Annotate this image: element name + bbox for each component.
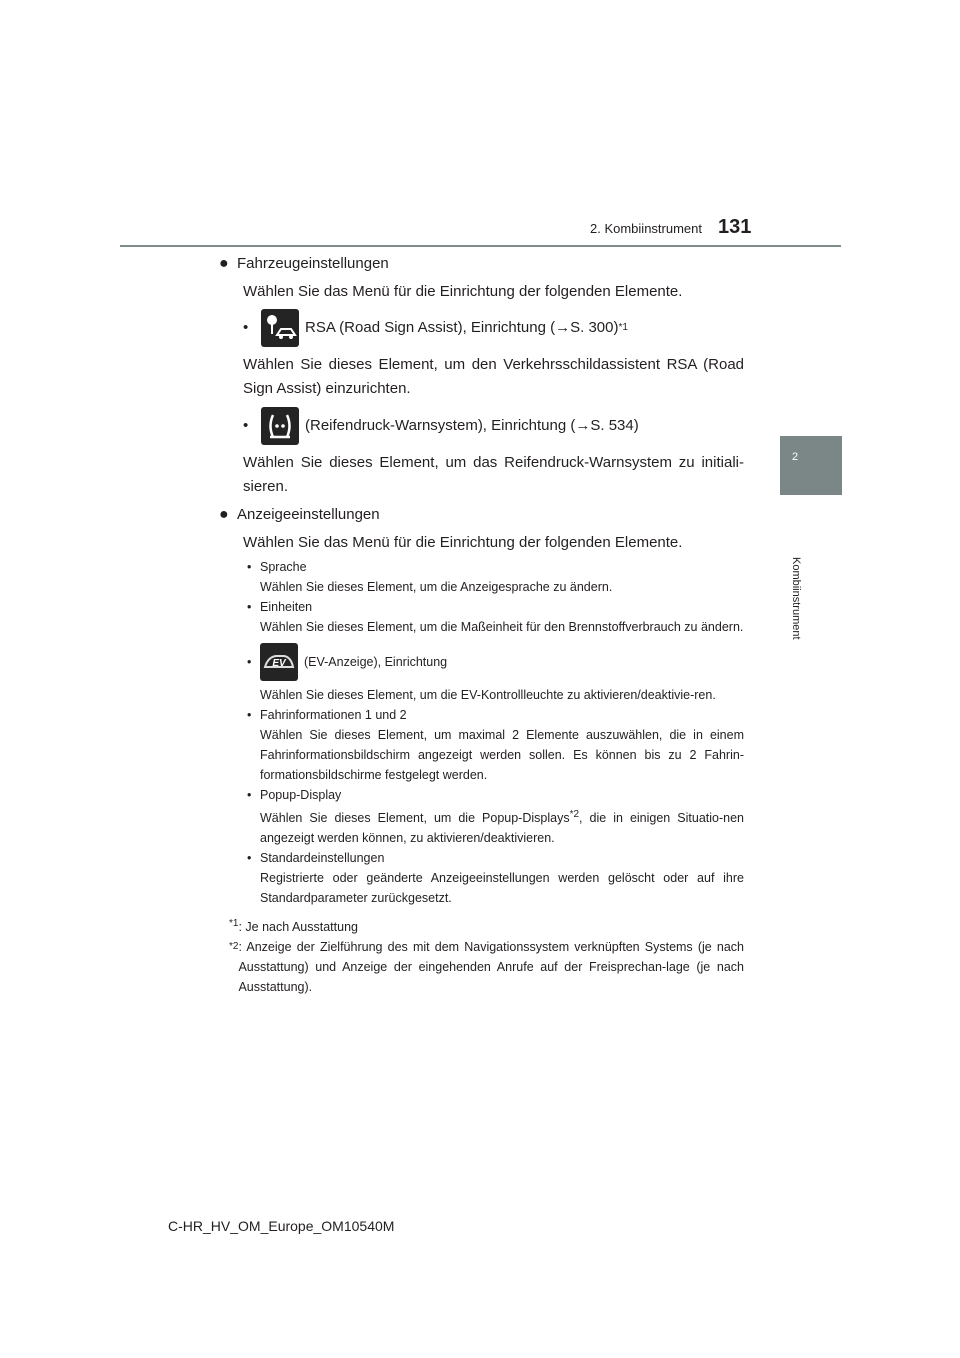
- item-title: Popup-Display: [260, 788, 342, 802]
- list-item-popup: • Popup-Display: [247, 788, 342, 802]
- item-text: (Reifendruck-Warnsystem), Einrichtung (→S. 534): [305, 417, 639, 434]
- bullet-icon: ●: [219, 506, 229, 523]
- chapter-tab: [780, 436, 842, 495]
- item-title: (EV-Anzeige), Einrichtung: [304, 655, 448, 669]
- item-text: RSA (Road Sign Assist), Einrichtung (→S. 300): [305, 319, 619, 336]
- footer-doc-id: C-HR_HV_OM_Europe_OM10540M: [168, 1218, 395, 1234]
- header-divider: [120, 245, 841, 247]
- footnote-ref: *2: [569, 809, 580, 820]
- page-number: 131: [718, 216, 752, 238]
- item-description: Wählen Sie dieses Element, um das Reifendruck-Warnsystem zu initiali-sieren.: [243, 454, 744, 495]
- header-section-title: 2. Kombiinstrument: [590, 221, 702, 236]
- list-item-ev: • EV (EV-Anzeige), Einrichtung: [247, 643, 744, 681]
- footnote-ref: *1: [618, 322, 628, 333]
- item-title: Einheiten: [260, 600, 313, 614]
- item-description: Registrierte oder geänderte Anzeigeeinstellungen werden gelöscht oder auf ihre Standardparameter zurückgesetzt.: [260, 871, 744, 906]
- chapter-side-label: Kombiinstrument: [790, 557, 802, 640]
- footnote-1: $^{*1}$: Je nach Ausstattung: [229, 918, 358, 935]
- page-content: [219, 252, 744, 997]
- list-item-tpws: • (Reifendruck-Warnsystem), Einrichtung (→S. 534): [243, 407, 744, 445]
- road-sign-assist-icon: [261, 309, 299, 347]
- list-item-defaults: • Standardeinstellungen: [247, 851, 385, 866]
- section-title: Anzeigeeinstellungen: [237, 506, 380, 523]
- ev-indicator-icon: [260, 643, 298, 681]
- chapter-tab-number: 2: [791, 451, 799, 463]
- list-item-rsa: • RSA (Road Sign Assist), Einrichtung (→S. 300) *1: [243, 309, 744, 347]
- footnote-2: *2 : Anzeige der Zielführung des mit dem Navigationssystem verknüpften Systems (je nach Ausstattung) und Anzeige der eingehenden Anrufe auf der Freisprechan-lage (je nach Ausstattung).: [229, 940, 744, 995]
- section-title: Fahrzeugeinstellungen: [237, 255, 389, 272]
- item-title: Standardeinstellungen: [260, 851, 385, 866]
- list-item-units: • Einheiten: [247, 600, 313, 614]
- list-item-drive-info: • Fahrinformationen 1 und 2: [247, 708, 407, 722]
- item-title: Sprache: [260, 560, 307, 574]
- section-intro: Wählen Sie das Menü für die Einrichtung der folgenden Elemente.: [243, 283, 683, 300]
- item-description: Wählen Sie dieses Element, um den Verkehrsschildassistent RSA (Road Sign Assist) einzurichten.: [243, 356, 744, 397]
- item-description: Wählen Sie dieses Element, um die Anzeigesprache zu ändern.: [260, 580, 613, 594]
- bullet-icon: ●: [219, 255, 229, 272]
- item-title: Fahrinformationen 1 und 2: [260, 708, 407, 722]
- section-heading-vehicle: [219, 252, 744, 276]
- tire-pressure-icon: [261, 407, 299, 445]
- section-heading-display: [219, 503, 744, 527]
- item-description: Wählen Sie dieses Element, um maximal 2 Elemente auszuwählen, die in einem Fahrinformationsbildschirm angezeigt werden sollen. Es können bis zu 2 Fahrin-formationsbildschirme festgelegt werden.: [260, 728, 744, 782]
- svg-text:EV: EV: [272, 658, 286, 669]
- section-intro: Wählen Sie das Menü für die Einrichtung der folgenden Elemente.: [243, 534, 683, 551]
- item-description: Wählen Sie dieses Element, um die EV-Kontrollleuchte zu aktivieren/deaktivie-ren.: [260, 688, 716, 702]
- item-description: Wählen Sie dieses Element, um die Maßeinheit für den Brennstoffverbrauch zu ändern.: [260, 620, 744, 634]
- list-item-language: • Sprache: [247, 560, 307, 574]
- item-description: Wählen Sie dieses Element, um die Popup-Displays$^{*2}$, die in einigen Situatio-nen angezeigt werden können, zu aktivieren/deaktivieren.: [260, 809, 744, 846]
